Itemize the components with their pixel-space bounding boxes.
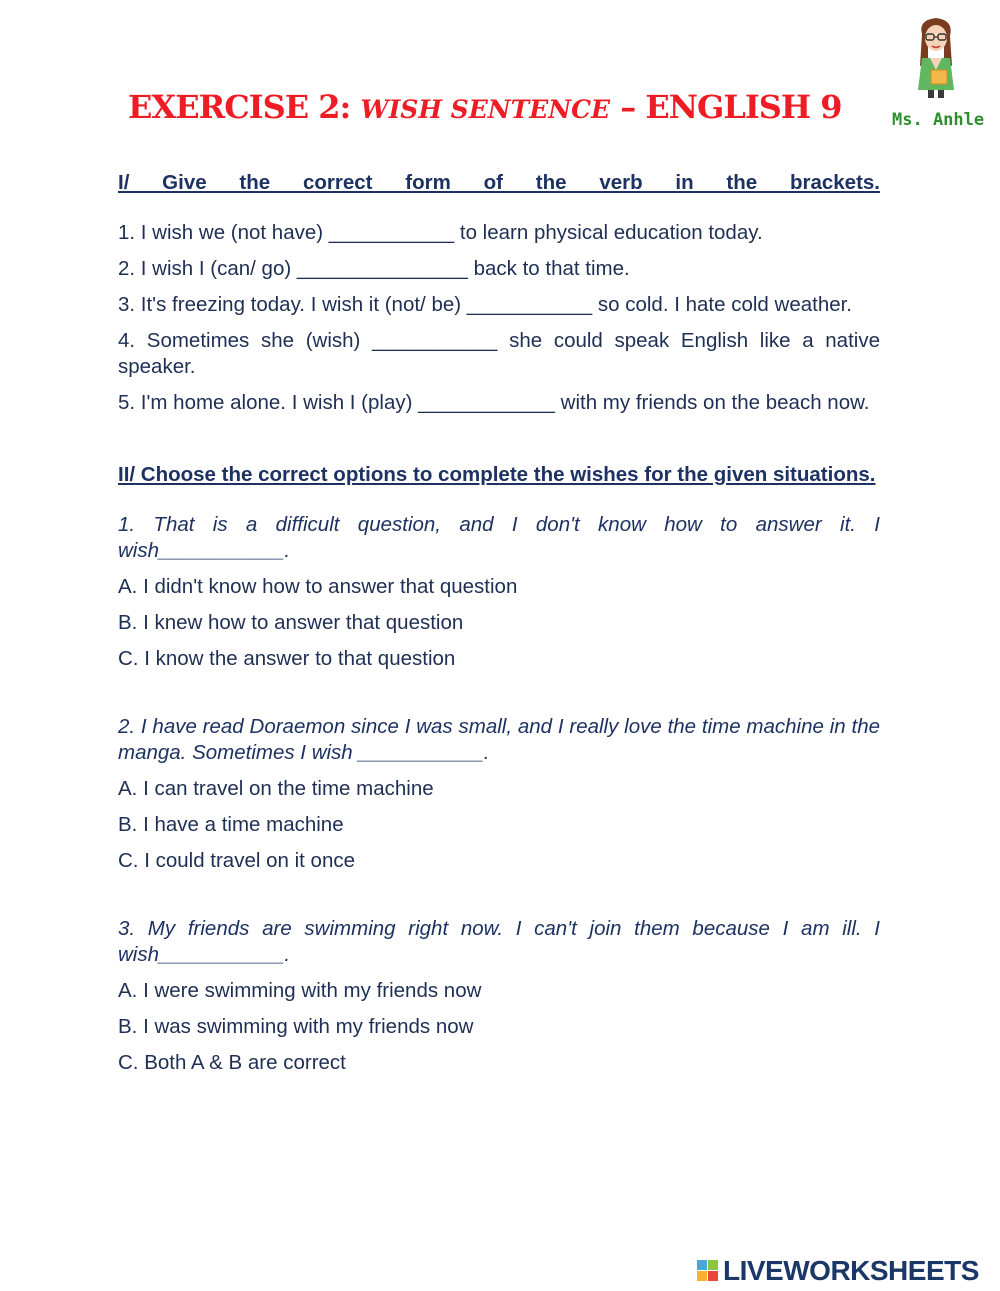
question-block [118,714,880,874]
section2-heading: II/ Choose the correct options to complete the wishes for the given situations. [118,463,876,486]
question-prompt: 1. That is a difficult question, and I don't know how to answer it. I wish___________. [118,513,880,562]
answer-option: B. I knew how to answer that question [118,611,464,634]
liveworksheets-logo[interactable] [697,1255,979,1287]
question-block [118,916,880,1076]
list-item: 2. I wish I (can/ go) _______________ back to that time. [118,257,630,280]
question-prompt: 2. I have read Doraemon since I was small, and I really love the time machine in the manga. Sometimes I wish ___________. [118,715,880,764]
page-title [128,88,888,126]
answer-option: B. I have a time machine [118,813,344,836]
worksheet-content [118,170,880,1086]
logo-text: LIVEWORKSHEETS [723,1255,979,1286]
answer-option: A. I can travel on the time machine [118,777,434,800]
question-prompt: 3. My friends are swimming right now. I can't join them because I am ill. I wish___________. [118,917,880,966]
answer-option: A. I were swimming with my friends now [118,979,482,1002]
section1-heading: I/ Give the correct form of the verb in the brackets. [118,171,880,194]
answer-option: C. I know the answer to that question [118,647,456,670]
list-item: 3. It's freezing today. I wish it (not/ be) ___________ so cold. I hate cold weather. [118,293,853,316]
title-italic: WISH SENTENCE [360,95,611,124]
section1-items [118,220,880,416]
list-item: 1. I wish we (not have) ___________ to learn physical education today. [118,221,763,244]
title-suffix: – ENGLISH 9 [610,88,842,126]
author-name: Ms. Anhle [892,110,985,130]
title-prefix: EXERCISE 2: [128,88,361,126]
logo-blocks-icon [697,1260,719,1282]
answer-option: C. Both A & B are correct [118,1051,346,1074]
list-item: 4. Sometimes she (wish) ___________ she could speak English like a native speaker. [118,329,880,378]
answer-option: C. I could travel on it once [118,849,356,872]
answer-option: A. I didn't know how to answer that question [118,575,518,598]
question-block [118,512,880,672]
list-item: 5. I'm home alone. I wish I (play) ____________ with my friends on the beach now. [118,391,870,414]
answer-option: B. I was swimming with my friends now [118,1015,474,1038]
teacher-avatar-icon [908,14,964,98]
